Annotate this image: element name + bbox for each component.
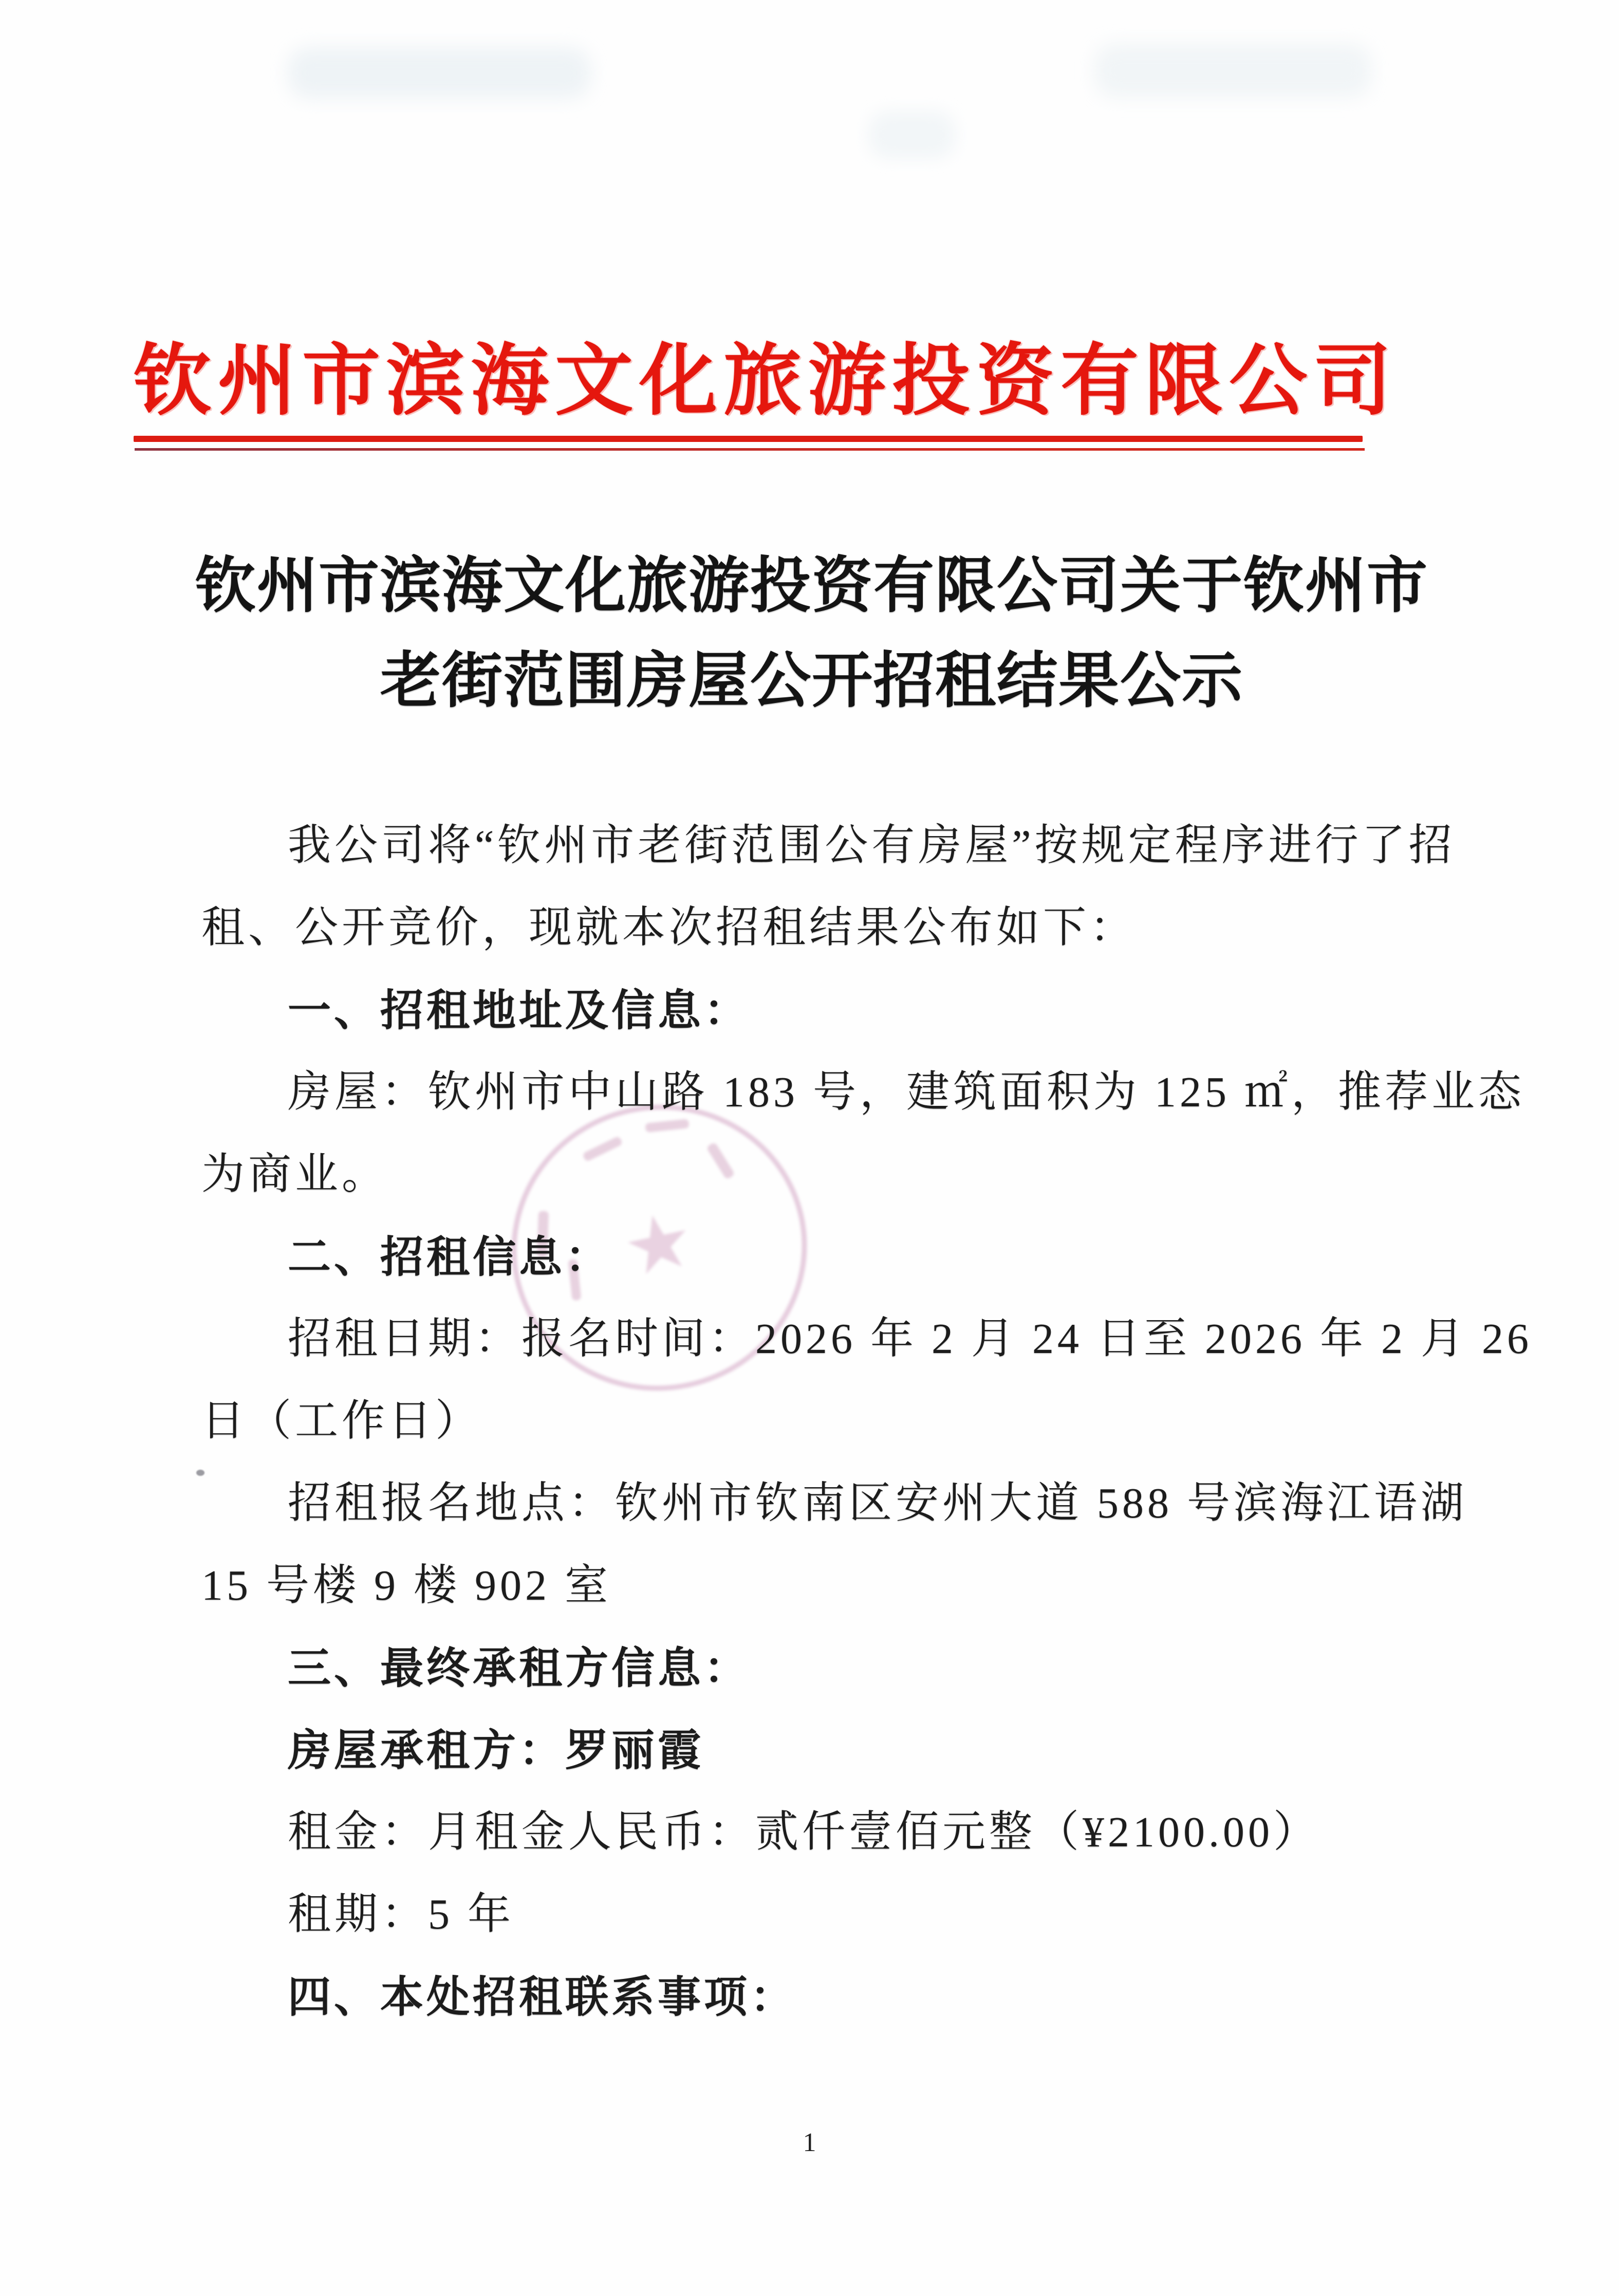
ink-speck	[196, 1470, 204, 1476]
body-line: 日（工作日）	[201, 1397, 482, 1445]
title-line-1: 钦州市滨海文化旅游投资有限公司关于钦州市	[195, 552, 1429, 620]
body-line: 房屋承租方：罗丽霞	[288, 1726, 704, 1774]
company-letterhead: 钦州市滨海文化旅游投资有限公司	[134, 337, 1398, 424]
page-number: 1	[803, 2128, 816, 2157]
body-line: 招租报名地点：钦州市钦南区安州大道 588 号滨海江语湖	[288, 1479, 1468, 1527]
body-line: 租金：月租金人民币：贰仟壹佰元整（¥2100.00）	[288, 1808, 1320, 1856]
scan-smudge	[868, 110, 956, 159]
body-line: 15 号楼 9 楼 902 室	[201, 1562, 612, 1609]
body-line: 四、本处招租联系事项：	[288, 1973, 797, 2021]
body-line: 一、招租地址及信息：	[288, 986, 751, 1034]
body-line: 房屋：钦州市中山路 183 号，建筑面积为 125 ㎡，推荐业态	[288, 1068, 1525, 1116]
scan-smudge	[1094, 44, 1372, 98]
body-text	[201, 805, 1533, 2038]
title-line-2: 老街范围房屋公开招租结果公示	[380, 647, 1243, 715]
scan-smudge	[288, 47, 591, 99]
body-line: 为商业。	[201, 1151, 389, 1198]
seal-star-icon: ★	[615, 1193, 702, 1295]
document-title	[195, 539, 1428, 729]
body-line: 我公司将“钦州市老街范围公有房屋”按规定程序进行了招	[288, 822, 1456, 869]
body-line: 租期：5 年	[288, 1891, 515, 1938]
letterhead-underline-thin-rule	[135, 448, 1365, 451]
body-line: 招租日期：报名时间：2026 年 2 月 24 日至 2026 年 2 月 26	[288, 1315, 1533, 1363]
body-line: 二、招租信息：	[288, 1233, 612, 1281]
letterhead-underline-thick-rule	[134, 436, 1363, 442]
body-line: 三、最终承租方信息：	[288, 1644, 751, 1692]
body-line: 租、公开竞价，现就本次招租结果公布如下：	[201, 904, 1137, 952]
